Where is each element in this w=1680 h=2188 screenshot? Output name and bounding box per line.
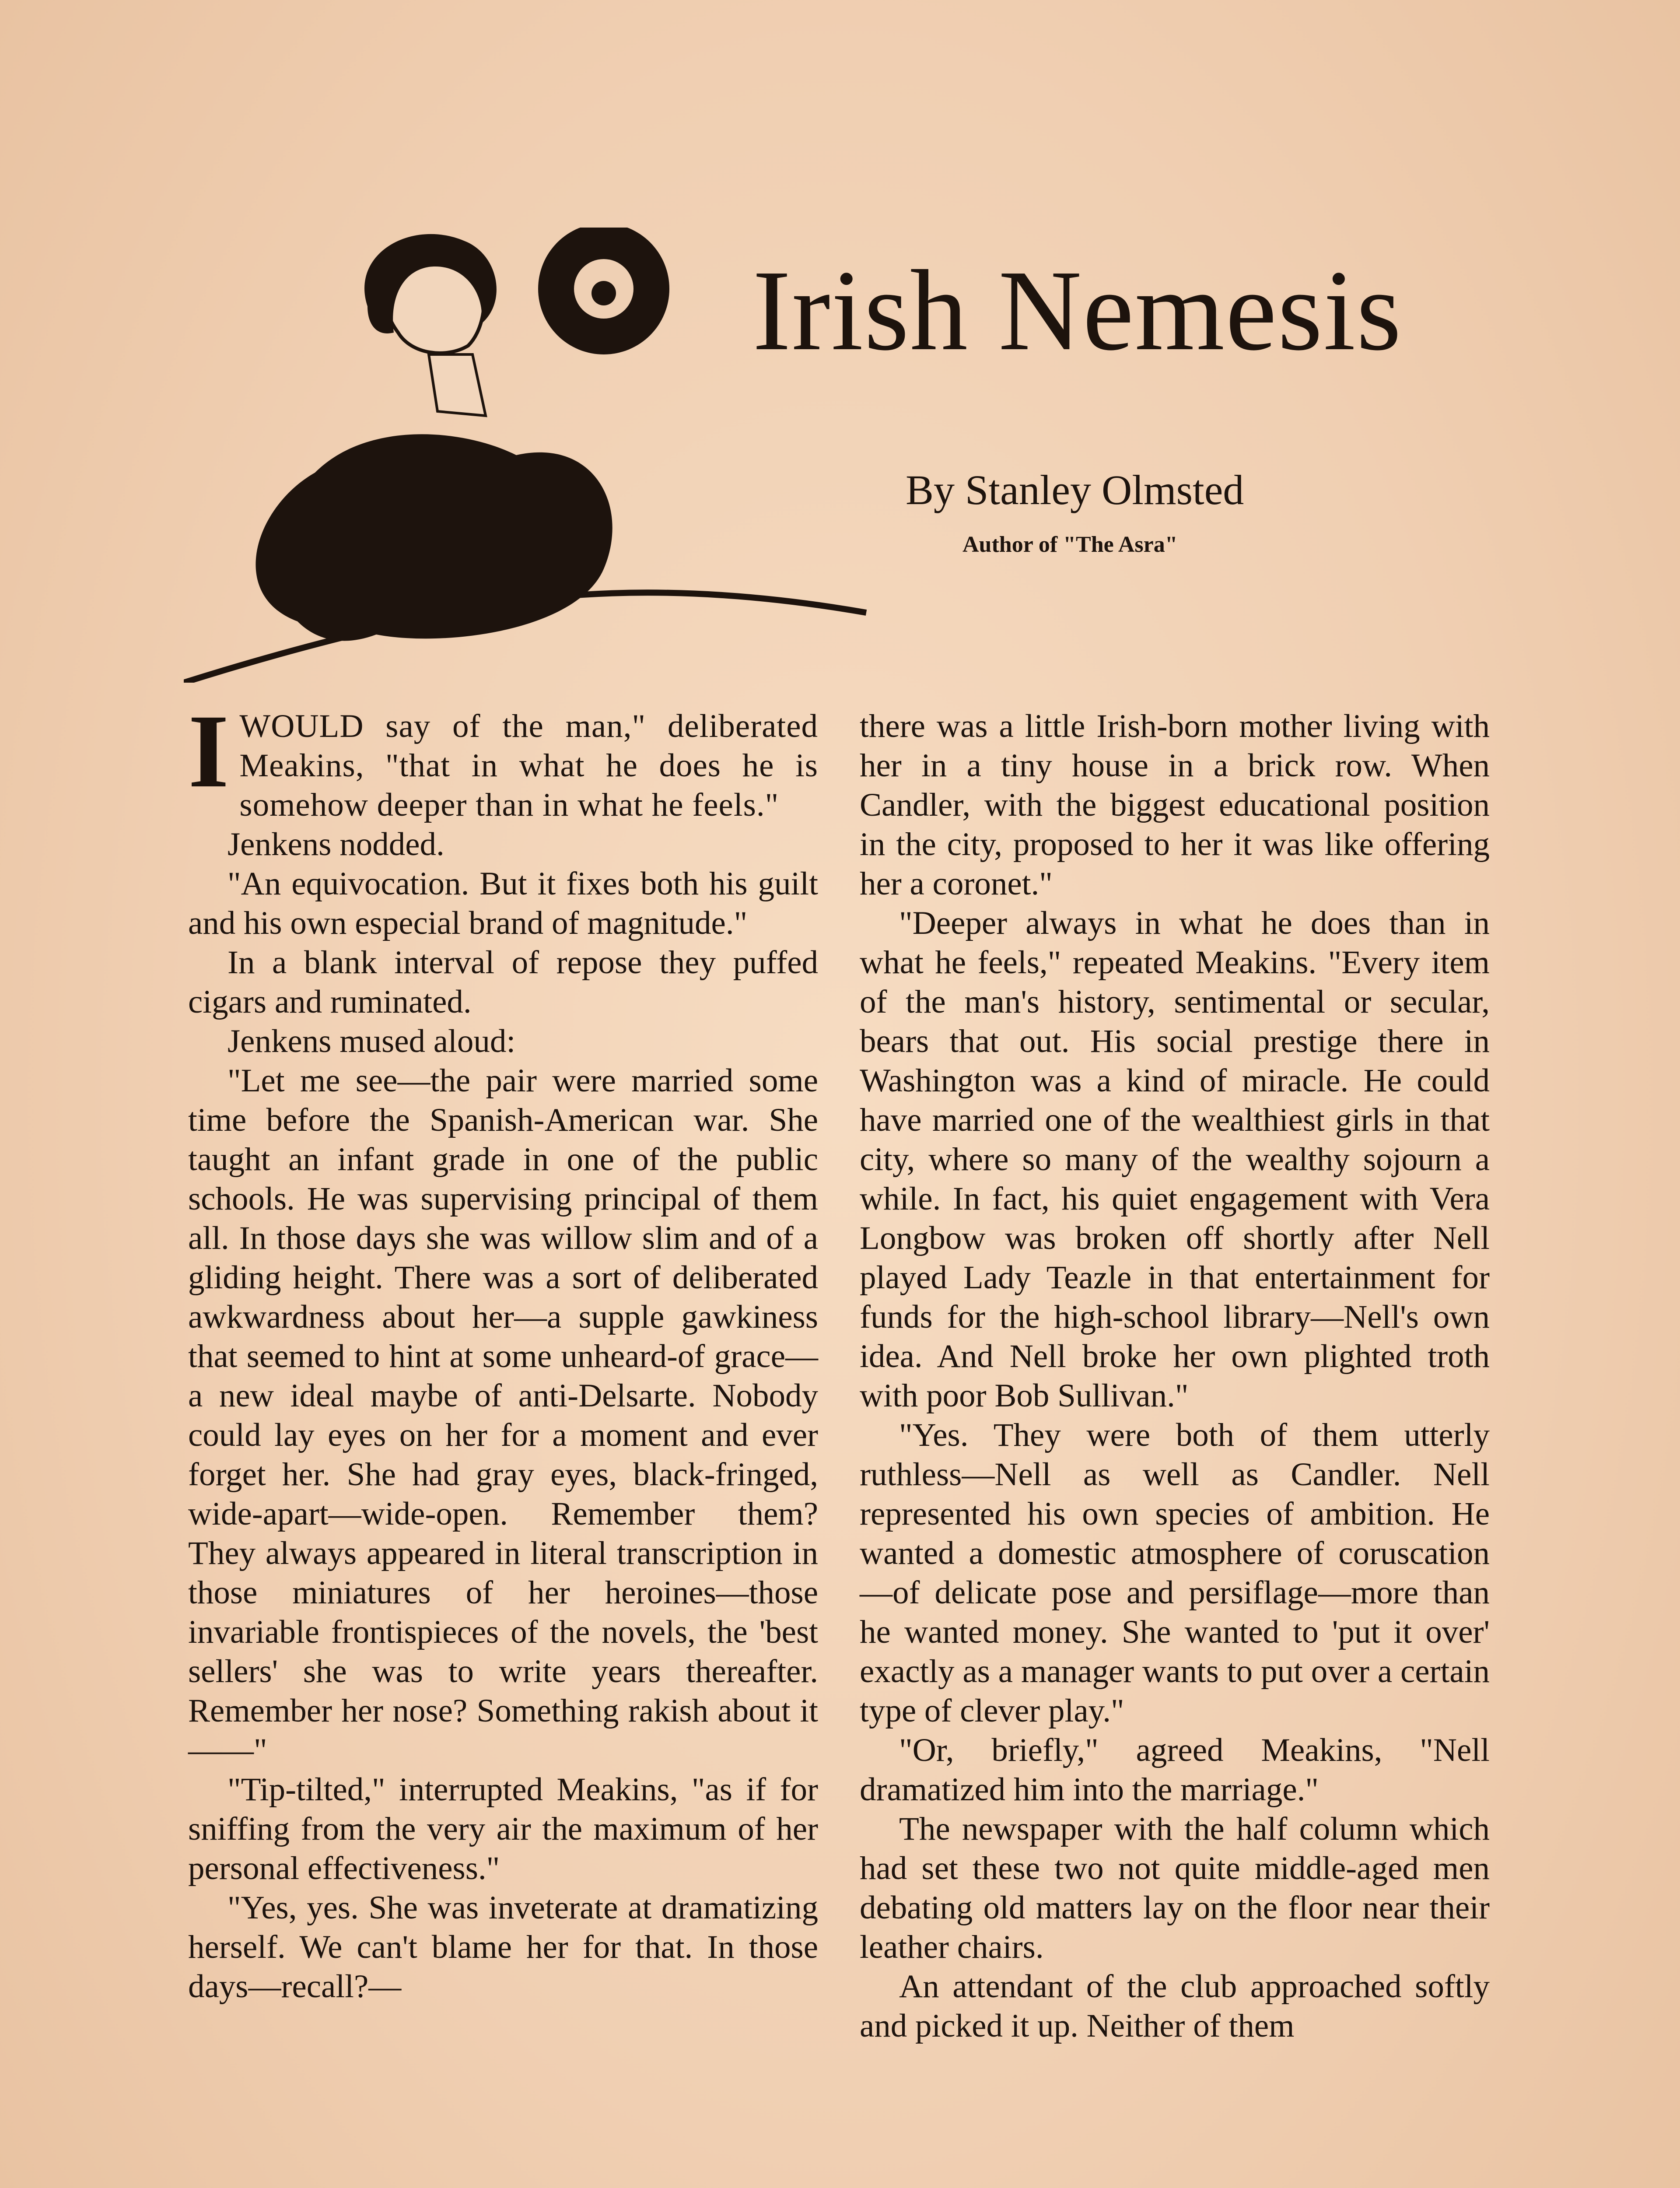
paragraph: "Let me see—the pair were married some time before the Spanish-American war. She taught an infant grade in one of the public schools. He was supervising principal of them all. In those days she was willow slim and of a gliding height. There was a sort of deliberated awkwardness about her—a supple gawkiness that seemed to hint at some unheard-of grace—a new ideal maybe of anti-Delsarte. Nobody could lay eyes on her for a moment and ever forget her. She had gray eyes, black-fringed, wide-apart—wide-open. Remember them? They always appeared in literal transcription in those miniatures of her heroines—those invariable frontispieces of the novels, the 'best sellers' she was to write years thereafter. Remember her nose? Something rakish about it——" bbox=[188, 1062, 818, 1768]
article-byline: By Stanley Olmsted bbox=[906, 466, 1244, 513]
paragraph: "Yes. They were both of them utterly ruthless—Nell as well as Candler. Nell represented his own species of ambition. He wanted a domestic atmosphere of coruscation—of delicate pose and persiflage—more than he wanted money. She wanted to 'put it over' exactly as a manager wants to put over a certain type of clever play." bbox=[860, 1417, 1490, 1729]
paragraph: Jenkens nodded. bbox=[228, 826, 444, 863]
paragraph: "Or, briefly," agreed Meakins, "Nell dramatized him into the marriage." bbox=[860, 1732, 1490, 1808]
paragraph: there was a little Irish-born mother living with her in a tiny house in a brick row. When Candler, with the biggest educational position in the city, proposed to her it was like offering her a coronet." bbox=[860, 708, 1490, 902]
paragraph: In a blank interval of repose they puffed cigars and ruminated. bbox=[188, 944, 818, 1020]
paragraph: An attendant of the club approached softly and picked it up. Neither of them bbox=[860, 1968, 1490, 2044]
paragraph: "An equivocation. But it fixes both his guilt and his own especial brand of magnitude." bbox=[188, 866, 818, 941]
author-note: Author of "The Asra" bbox=[962, 532, 1178, 557]
paragraph: IWOULD say of the man," deliberated Meakins, "that in what he does he is somehow deeper than in what he feels." bbox=[188, 693, 818, 823]
right-column bbox=[860, 707, 1490, 2046]
paragraph: "Deeper always in what he does than in what he feels," repeated Meakins. "Every item of the man's history, sentimental or secular, bears that out. His social prestige there in Washington was a kind of miracle. He could have married one of the wealthiest girls in that city, where so many of the wealthy sojourn a while. In fact, his quiet engagement with Vera Longbow was broken off shortly after Nell played Lady Teazle in that entertainment for funds for the high-school library—Nell's own idea. And Nell broke her own plighted troth with poor Bob Sullivan." bbox=[860, 905, 1490, 1414]
drop-cap: I bbox=[188, 693, 229, 809]
paragraph: "Tip-tilted," interrupted Meakins, "as if for sniffing from the very air the maximum of her personal effectiveness." bbox=[188, 1771, 818, 1886]
paragraph: Jenkens mused aloud: bbox=[228, 1023, 516, 1059]
paragraph: "Yes, yes. She was inveterate at dramatizing herself. We can't blame her for that. In those days—recall?— bbox=[188, 1890, 818, 2005]
paragraph: The newspaper with the half column which had set these two not quite middle-aged men debating old matters lay on the floor near their leather chairs. bbox=[860, 1811, 1490, 1965]
article-title: Irish Nemesis bbox=[752, 247, 1403, 375]
left-column bbox=[188, 693, 818, 2006]
